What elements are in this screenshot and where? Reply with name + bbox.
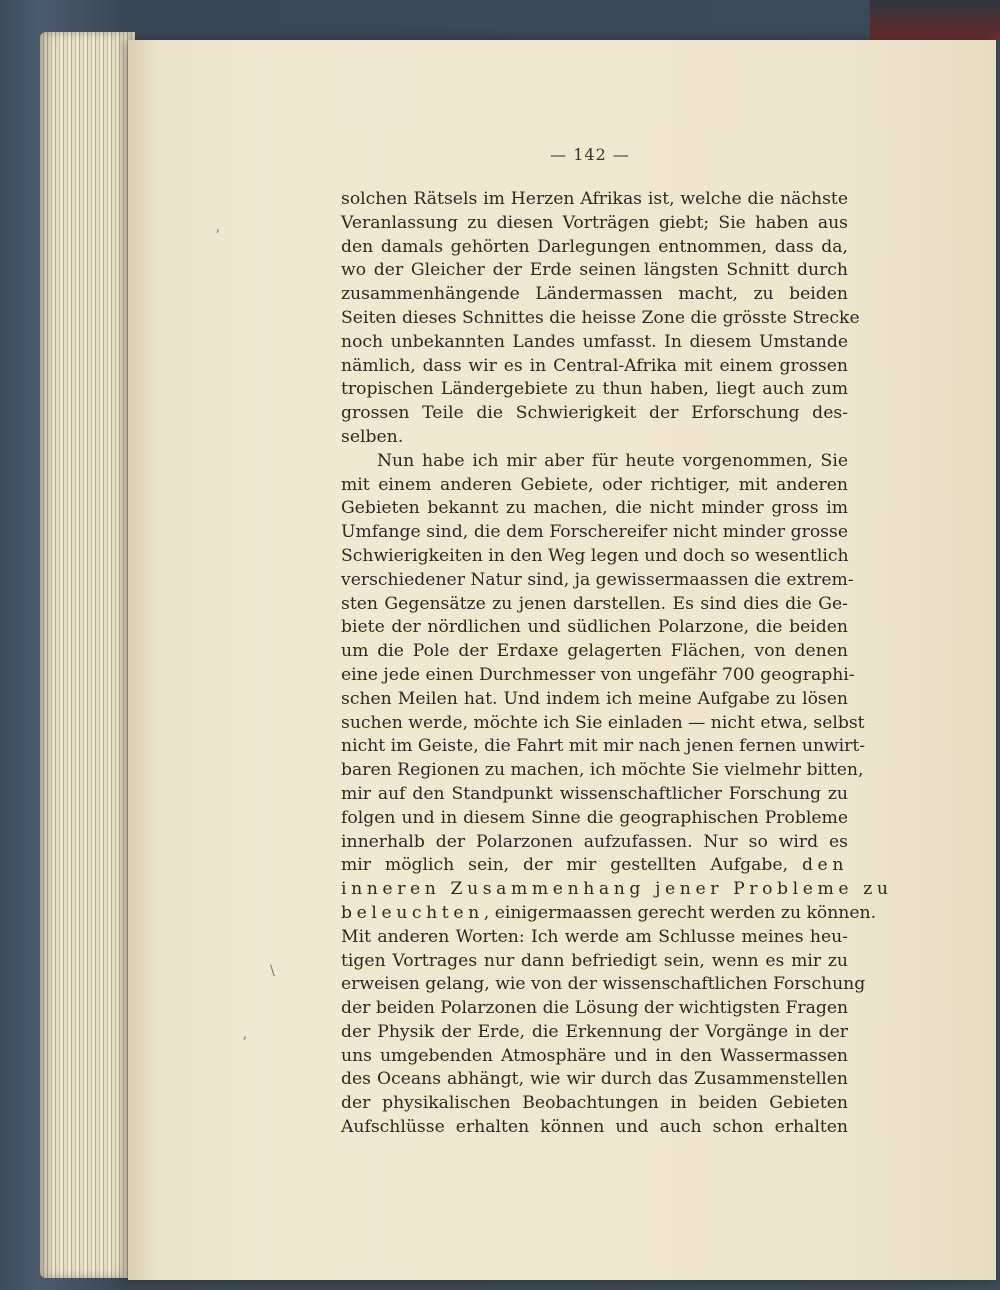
pencil-mark: ʼ [215, 228, 220, 244]
text-line: Seiten dieses Schnittes die heisse Zone die grösste Strecke [341, 307, 860, 328]
text-line: Nun habe ich mir aber für heute vorgenommen, Sie [377, 450, 848, 471]
text-line: eine jede einen Durchmesser von ungefähr 700 geographi- [341, 664, 855, 685]
text-line: zusammenhängende Ländermassen macht, zu beiden [341, 284, 848, 305]
text-line: schen Meilen hat. Und indem ich meine Aufgabe zu lösen [341, 688, 848, 709]
text-line: der beiden Polarzonen die Lösung der wichtigsten Fragen [341, 998, 849, 1019]
text-line: mir auf den Standpunkt wissenschaftlicher Forschung zu [341, 783, 848, 804]
body-text [341, 188, 893, 1140]
text-line: verschiedener Natur sind, ja gewissermaassen die extrem- [341, 569, 854, 590]
text-line: beleuchten, einigermaassen gerecht werden zu können. [341, 902, 877, 923]
text-line: erweisen gelang, wie von der wissenschaftlichen Forschung [341, 974, 866, 995]
text-line: selben. [341, 426, 404, 447]
text-line: folgen und in diesem Sinne die geographischen Probleme [341, 807, 848, 828]
text-line: sten Gegensätze zu jenen darstellen. Es sind dies die Ge- [341, 593, 848, 614]
text-line: mir möglich sein, der mir gestellten Aufgabe, den [341, 855, 848, 876]
text-line: des Oceans abhängt, wie wir durch das Zusammenstellen [341, 1069, 848, 1090]
text-line: Schwierigkeiten in den Weg legen und doch so wesentlich [341, 545, 849, 566]
text-line: inneren Zusammenhang jener Probleme zu [341, 879, 893, 900]
text-line: Veranlassung zu diesen Vorträgen giebt; Sie haben aus [341, 212, 848, 233]
text-line: grossen Teile die Schwierigkeit der Erforschung des- [341, 403, 848, 424]
text-line: Umfange sind, die dem Forschereifer nicht minder grosse [341, 522, 848, 543]
page-number: — 142 — [550, 145, 630, 164]
pencil-mark: \ [270, 963, 275, 979]
page-edges [40, 32, 135, 1278]
text-line: um die Pole der Erdaxe gelagerten Flächen, von denen [341, 641, 848, 662]
text-line: mit einem anderen Gebiete, oder richtiger, mit anderen [341, 474, 848, 495]
text-line: wo der Gleicher der Erde seinen längsten Schnitt durch [341, 260, 848, 281]
text-line: tigen Vortrages nur dann befriedigt sein, wenn es mir zu [341, 950, 848, 971]
text-line: der Physik der Erde, die Erkennung der Vorgänge in der [341, 1021, 848, 1042]
text-line: uns umgebenden Atmosphäre und in den Wassermassen [341, 1045, 848, 1066]
text-line: Gebieten bekannt zu machen, die nicht minder gross im [341, 498, 848, 519]
text-line: nämlich, dass wir es in Central-Afrika mit einem grossen [341, 355, 848, 376]
cover-spine-band [870, 0, 1000, 40]
text-line: solchen Rätsels im Herzen Afrikas ist, welche die nächste [341, 189, 848, 209]
text-line: tropischen Ländergebiete zu thun haben, liegt auch zum [341, 379, 848, 400]
pencil-mark: ʼ [242, 1035, 247, 1051]
text-line: noch unbekannten Landes umfasst. In diesem Umstande [341, 331, 848, 352]
text-line: baren Regionen zu machen, ich möchte Sie vielmehr bitten, [341, 760, 864, 781]
text-line: biete der nördlichen und südlichen Polarzone, die beiden [341, 617, 848, 638]
text-line: innerhalb der Polarzonen aufzufassen. Nur so wird es [341, 831, 848, 852]
text-line: nicht im Geiste, die Fahrt mit mir nach jenen fernen unwirt- [341, 736, 866, 757]
text-line: der physikalischen Beobachtungen in beiden Gebieten [341, 1093, 848, 1114]
text-line: suchen werde, möchte ich Sie einladen — nicht etwa, selbst [341, 712, 865, 733]
text-line: den damals gehörten Darlegungen entnommen, dass da, [341, 236, 848, 257]
text-line: Aufschlüsse erhalten können und auch schon erhalten [341, 1117, 848, 1138]
text-line: Mit anderen Worten: Ich werde am Schlusse meines heu- [341, 926, 848, 947]
